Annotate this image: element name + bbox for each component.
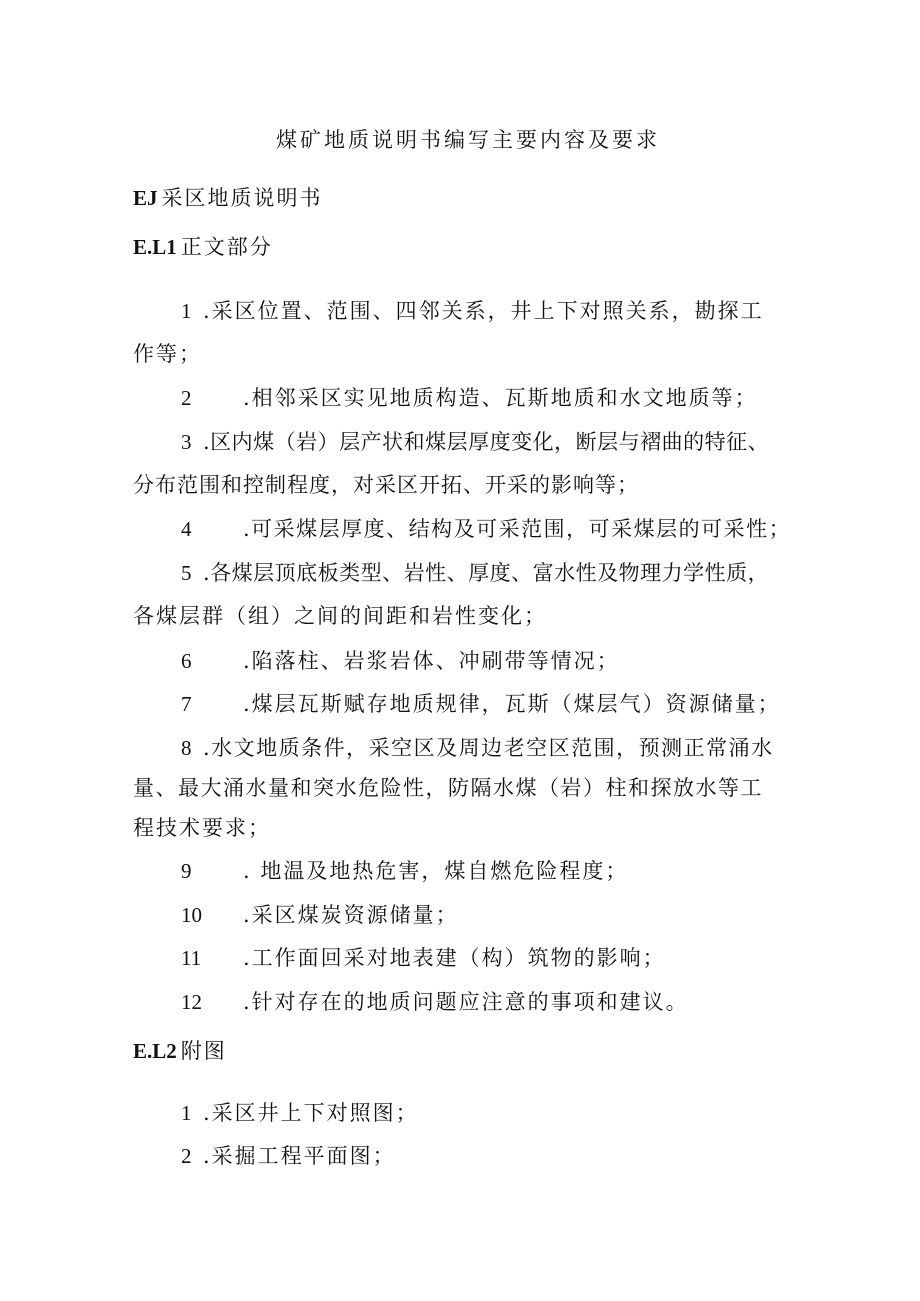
list-item-5 [181, 558, 769, 588]
section-label: 采区地质说明书 [161, 186, 323, 210]
item-text: .采区煤炭资源储量； [243, 903, 459, 927]
item-number: 7 [181, 692, 192, 716]
item-text: .采区位置、范围、四邻关系，井上下对照关系，勘探工 [203, 299, 764, 323]
list-item-4 [181, 514, 791, 544]
item-text: .区内煤（岩）层产状和煤层厚度变化，断层与褶曲的特征、 [203, 430, 770, 454]
item-text: .陷落柱、岩浆岩体、冲刷带等情况； [243, 649, 620, 673]
item-text: .煤层瓦斯赋存地质规律，瓦斯（煤层气）资源储量； [243, 692, 781, 716]
section-code: EJ [133, 186, 158, 210]
figure-item-1 [181, 1098, 419, 1128]
list-item-8 [181, 733, 774, 763]
list-item-9 [181, 856, 628, 886]
part2-heading [133, 1036, 227, 1066]
item-text: .水文地质条件，采空区及周边老空区范围，预测正常涌水 [203, 736, 774, 760]
item-number: 9 [181, 859, 192, 883]
item-text: .采区井上下对照图； [203, 1101, 419, 1125]
item-number: 1 [181, 299, 192, 323]
part2-label: 附图 [180, 1039, 227, 1063]
item-text: .针对存在的地质问题应注意的事项和建议。 [243, 990, 689, 1014]
part2-code: E.L2 [133, 1039, 177, 1063]
list-item-8-continuation-2: 程技术要求； [133, 816, 271, 840]
item-number: 11 [181, 946, 202, 970]
figure-item-2 [181, 1141, 396, 1171]
list-item-3-continuation: 分布范围和控制程度，对采区开拓、开采的影响等； [133, 473, 639, 497]
item-text: .可采煤层厚度、结构及可采范围，可采煤层的可采性； [243, 517, 792, 541]
document-title: 煤矿地质说明书编写主要内容及要求 [276, 128, 660, 152]
list-item-6 [181, 646, 620, 676]
item-number: 10 [181, 903, 202, 927]
item-text: .各煤层顶底板类型、岩性、厚度、富水性及物理力学性质， [203, 561, 770, 585]
list-item-2 [181, 383, 758, 413]
item-number: 1 [181, 1101, 192, 1125]
list-item-12 [181, 987, 689, 1017]
item-number: 12 [181, 990, 202, 1014]
item-text: .采掘工程平面图； [203, 1144, 396, 1168]
list-item-10 [181, 900, 459, 930]
item-number: 5 [181, 561, 192, 585]
item-text: . 地温及地热危害，煤自燃危险程度； [243, 859, 629, 883]
part1-label: 正文部分 [180, 235, 273, 259]
list-item-3 [181, 427, 769, 457]
item-text: .工作面回采对地表建（构）筑物的影响； [243, 946, 666, 970]
item-number: 6 [181, 649, 192, 673]
part1-code: E.L1 [133, 235, 177, 259]
item-number: 4 [181, 517, 192, 541]
list-item-8-continuation: 量、最大涌水量和突水危险性，防隔水煤（岩）柱和探放水等工 [133, 776, 763, 800]
list-item-1-continuation: 作等； [133, 342, 202, 366]
item-number: 2 [181, 1144, 192, 1168]
item-number: 2 [181, 386, 192, 410]
item-number: 3 [181, 430, 192, 454]
list-item-7 [181, 689, 781, 719]
part1-heading [133, 232, 273, 262]
item-text: .相邻采区实见地质构造、瓦斯地质和水文地质等； [243, 386, 758, 410]
list-item-1 [181, 296, 764, 326]
list-item-11 [181, 943, 666, 973]
section-heading [133, 183, 323, 213]
item-number: 8 [181, 736, 192, 760]
list-item-5-continuation: 各煤层群（组）之间的间距和岩性变化； [133, 604, 547, 628]
